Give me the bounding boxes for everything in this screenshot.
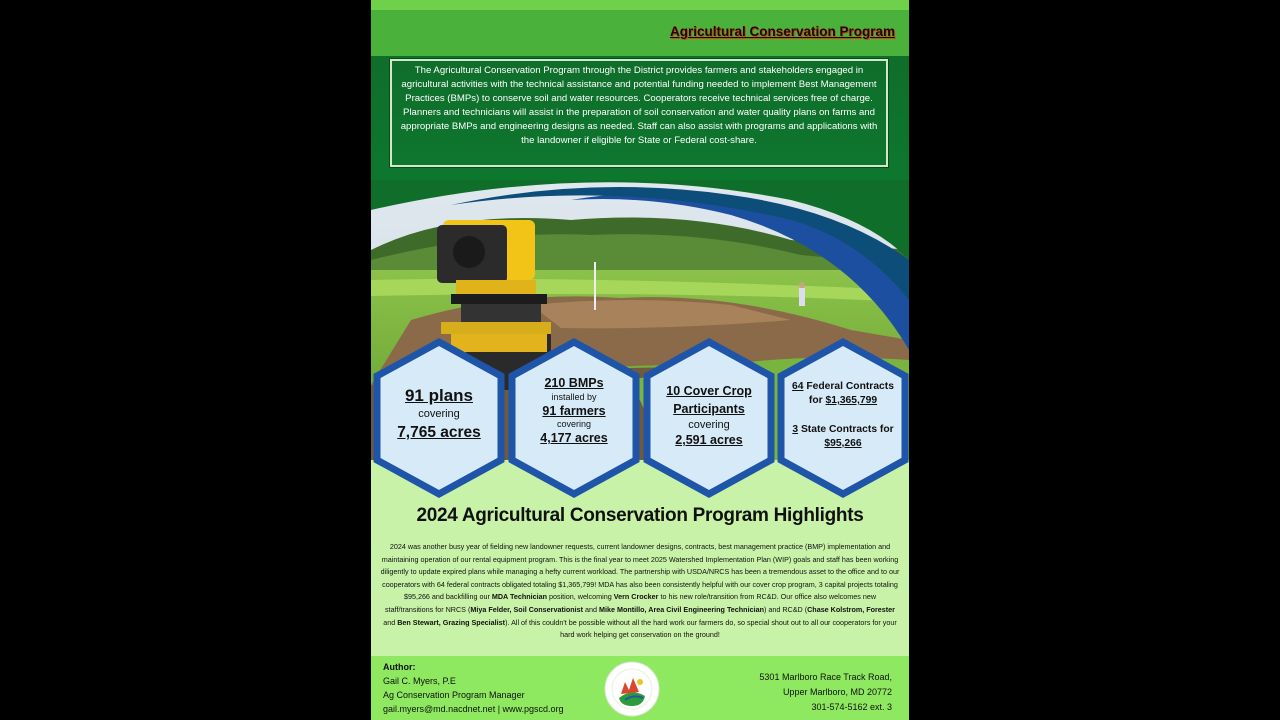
page-title: Agricultural Conservation Program xyxy=(669,24,895,39)
highlights-title: 2024 Agricultural Conservation Program Highlights xyxy=(416,505,864,526)
stat-federal-amount: $1,365,799 xyxy=(825,395,878,406)
stat-cover-crop-acres: 2,591 acres xyxy=(675,433,743,447)
address-line1: 5301 Marlboro Race Track Road, xyxy=(759,672,892,682)
author-label: Author: xyxy=(383,662,416,672)
stat-bmps-installed-by: installed by xyxy=(551,392,597,402)
highlights-body: 2024 was another busy year of fielding new landowner requests, current landowner designs, contracts, best management practice (BMP) implementation and maintaining operation of our rental equipment program. This is the final year to meet 2025 Watershed Implementation Plan (WIP) goals and staff has been working diligently to update expired plans while managing a hefty current workload. The partnership with USDA/NRCS has been a tremendous asset to the office and to our cooperators with 64 federal contracts obligated totaling $1,365,799! MDA has also been consistently helpful with our cover crop program, 3 capital projects totaling $95,266 and backfilling our MDA Technician position, welcoming Vern Crocker to his new role/transition from RC&D. Our office also welcomes new staff/transitions for NRCS (Miya Felder, Soil Conservationist and Mike Montillo, Area Civil Engineering Technician) and RC&D (Chase Kolstrom, Forester and Ben Stewart, Grazing Specialist). All of this couldn't be possible without all the hard work our farmers do, so special shout out to all our cooperators for your hard work helping get conservation on the ground! xyxy=(380,542,900,640)
stat-plans-covering: covering xyxy=(418,408,460,420)
author-block xyxy=(383,660,564,716)
author-name: Gail C. Myers, P.E xyxy=(383,676,456,686)
stat-bmps-farmers: 91 farmers xyxy=(542,404,606,418)
address-line2: Upper Marlboro, MD 20772 xyxy=(782,687,892,697)
district-logo-icon xyxy=(603,660,661,718)
intro-text: The Agricultural Conservation Program through the District provides farmers and stakeholders engaged in agricultural activities with the technical assistance and potential funding needed to implement Best Management Practices (BMPs) to conserve soil and water resources. Cooperators receive technical services free of charge. Planners and technicians will assist in the preparation of soil conservation and water quality plans on farms and appropriate BMPs and engineering designs as needed. Staff can also assist with programs and applications with the landowner if eligible for State or Federal cost-share. xyxy=(400,65,878,146)
stat-federal-contracts: 64 Federal Contracts xyxy=(792,381,894,392)
stat-plans xyxy=(379,386,499,442)
stat-bmps-count: 210 BMPs xyxy=(544,376,604,390)
stat-contracts: 64 Federal Contracts for $1,365,799 3 State Contracts for $95,266 xyxy=(783,380,903,451)
stat-bmps xyxy=(514,376,634,445)
address-block xyxy=(759,670,892,715)
author-role: Ag Conservation Program Manager xyxy=(383,690,525,700)
stat-bmps-covering: covering xyxy=(556,419,592,429)
author-contact[interactable]: gail.myers@md.nacdnet.net | www.pgscd.org xyxy=(383,704,564,714)
stat-bmps-acres: 4,177 acres xyxy=(540,431,608,445)
stat-state-contracts: 3 State Contracts for xyxy=(792,424,894,435)
stat-cover-crop xyxy=(649,382,769,447)
flyer-page xyxy=(371,0,909,720)
stat-cover-crop-covering: covering xyxy=(688,419,730,431)
stat-plans-acres: 7,765 acres xyxy=(397,424,481,441)
stat-plans-count: 91 plans xyxy=(404,386,474,405)
stat-state-amount: $95,266 xyxy=(824,438,862,449)
phone: 301-574-5162 ext. 3 xyxy=(811,702,892,712)
stat-cover-crop-participants: 10 Cover Crop Participants xyxy=(666,384,752,416)
